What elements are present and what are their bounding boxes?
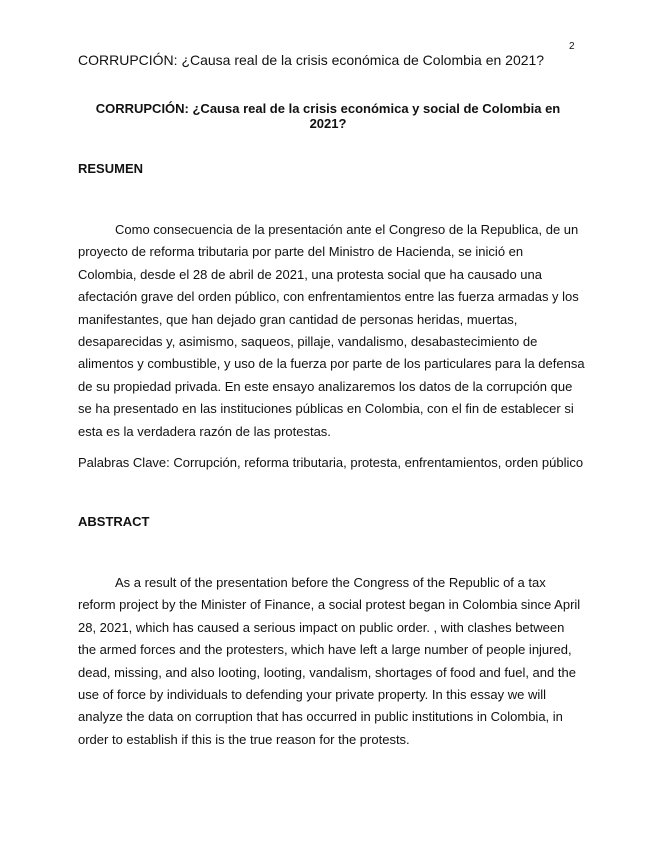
paragraph-line: manifestantes, que han dejado gran cantidad de personas heridas, muertas,: [78, 311, 518, 327]
paragraph-line: As a result of the presentation before the Congress of the Republic of a tax: [115, 575, 546, 590]
paragraph-line: esta es la verdadera razón de las protestas.: [78, 423, 331, 439]
keywords: Palabras Clave: Corrupción, reforma tributaria, protesta, enfrentamientos, orden público: [78, 455, 584, 470]
paragraph-line: order to establish if this is the true reason for the protests.: [78, 731, 410, 747]
resumen-paragraph: [78, 219, 585, 443]
paragraph-line: alimentos y combustible, y uso de la fuerza por parte de los particulares para la defensa: [78, 356, 585, 372]
paragraph-line: afectación grave del orden público, con enfrentamientos entre las fuerza armadas y los: [78, 289, 579, 305]
paragraph-line: dead, missing, and also looting, looting, vandalism, shortages of food and fuel, and the: [78, 664, 576, 680]
resumen-heading: RESUMEN: [78, 161, 144, 176]
abstract-paragraph: [78, 572, 581, 751]
paragraph-line: analyze the data on corruption that has occurred in public institutions in Colombia, in: [78, 709, 563, 725]
paragraph-line: proyecto de reforma tributaria por parte del Ministro de Hacienda, se inició en: [78, 244, 524, 260]
document-title: [78, 101, 578, 131]
paragraph-line: use of force by individuals to defending your private property. In this essay we will: [78, 687, 546, 703]
paragraph-line: 28, 2021, which has caused a serious impact on public order. , with clashes between: [78, 619, 565, 635]
abstract-heading: ABSTRACT: [78, 514, 150, 529]
paragraph-line: se ha presentado en las instituciones públicas en Colombia, con el fin de establecer si: [78, 401, 574, 417]
title-line: CORRUPCIÓN: ¿Causa real de la crisis económica y social de Colombia en: [95, 101, 561, 116]
paragraph-line: the armed forces and the protesters, which have left a large number of people injured,: [78, 642, 572, 658]
title-line: 2021?: [309, 116, 347, 131]
page-number: 2: [569, 41, 575, 52]
paragraph-line: desaparecidas y, asimismo, saqueos, pillaje, vandalismo, desabastecimiento de: [78, 334, 538, 350]
paragraph-line: Como consecuencia de la presentación ante el Congreso de la Republica, de un: [115, 222, 579, 237]
paragraph-line: de su propiedad privada. En este ensayo analizaremos los datos de la corrupción que: [78, 378, 573, 394]
paragraph-line: reform project by the Minister of Finance, a social protest began in Colombia since April: [78, 597, 581, 613]
running-head: CORRUPCIÓN: ¿Causa real de la crisis económica de Colombia en 2021?: [78, 52, 545, 68]
paragraph-line: Colombia, desde el 28 de abril de 2021, una protesta social que ha causado una: [78, 266, 542, 282]
